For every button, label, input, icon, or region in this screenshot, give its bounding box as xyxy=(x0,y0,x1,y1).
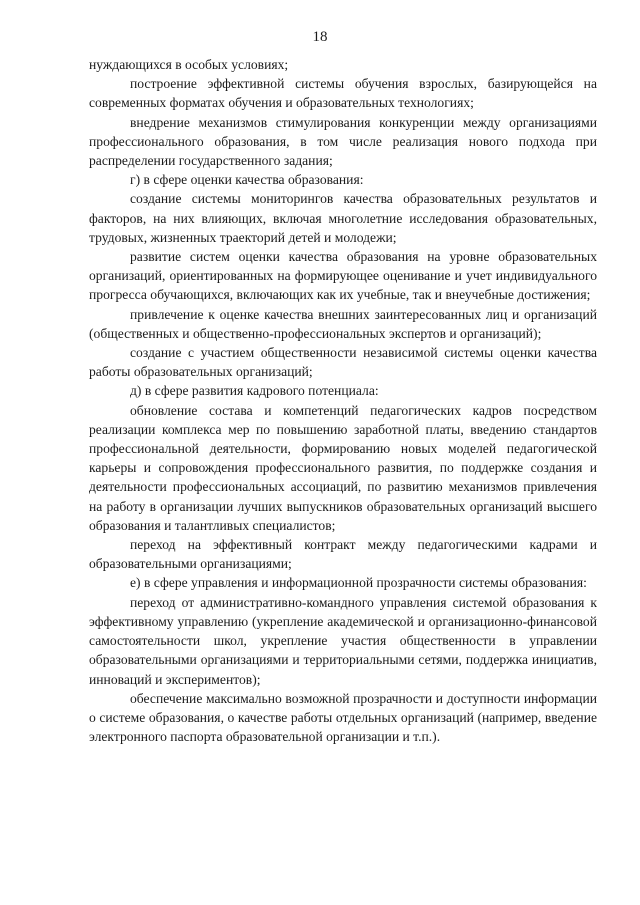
paragraph: переход на эффективный контракт между педагогическими кадрами и образовательными организациями; xyxy=(89,537,597,572)
paragraph: нуждающихся в особых условиях; xyxy=(89,57,289,72)
paragraph: обеспечение максимально возможной прозрачности и доступности информации о системе образования, о качестве работы отдельных организаций (например, введение электронного паспорта образовательной организации и т.п.). xyxy=(89,690,597,745)
section-heading: е) в сфере управления и информационной прозрачности системы образования: xyxy=(130,575,587,591)
paragraph: внедрение механизмов стимулирования конкуренции между организациями профессионального образования, в том числе реализация нового подхода при распределении государственного задания; xyxy=(89,114,597,169)
page-number: 18 xyxy=(312,29,328,45)
section-heading: г) в сфере оценки качества образования: xyxy=(130,172,364,188)
paragraph: создание системы мониторингов качества образовательных результатов и факторов, на них влияющих, включая многолетние исследования образовательных, трудовых, жизненных траекторий детей и молодежи; xyxy=(89,191,597,245)
paragraph: обновление состава и компетенций педагогических кадров посредством реализации комплекса мер по повышению заработной платы, введению стандартов профессиональной деятельности, формированию новых моделей педагогической карьеры и сопровождения профессионального развития, по поддержке создания и деятельности профессиональных ассоциаций, по развитию механизмов привлечения на работу в организации лучших выпускников образовательных организаций высшего образования и талантливых специалистов; xyxy=(89,402,597,533)
document-body xyxy=(89,55,597,746)
paragraph: развитие систем оценки качества образования на уровне образовательных организаций, ориентированных на формирующее оценивание и учет индивидуального прогресса обучающихся, включающих как их учебные, так и внеучебные достижения; xyxy=(89,249,597,303)
paragraph: построение эффективной системы обучения взрослых, базирующейся на современных форматах обучения и образовательных технологиях; xyxy=(89,76,597,111)
paragraph: привлечение к оценке качества внешних заинтересованных лиц и организаций (общественных и общественно-профессиональных экспертов и организаций); xyxy=(89,306,597,341)
paragraph: создание с участием общественности независимой системы оценки качества работы образовательных организаций; xyxy=(89,345,597,380)
section-heading: д) в сфере развития кадрового потенциала: xyxy=(130,383,379,399)
paragraph: переход от административно-командного управления системой образования к эффективному управлению (укрепление академической и организационно-финансовой самостоятельности школ, укрепление участия общественности в управлении образовательными организациями и территориальными сетями, поддержка инициатив, инноваций и экспериментов); xyxy=(89,594,597,687)
